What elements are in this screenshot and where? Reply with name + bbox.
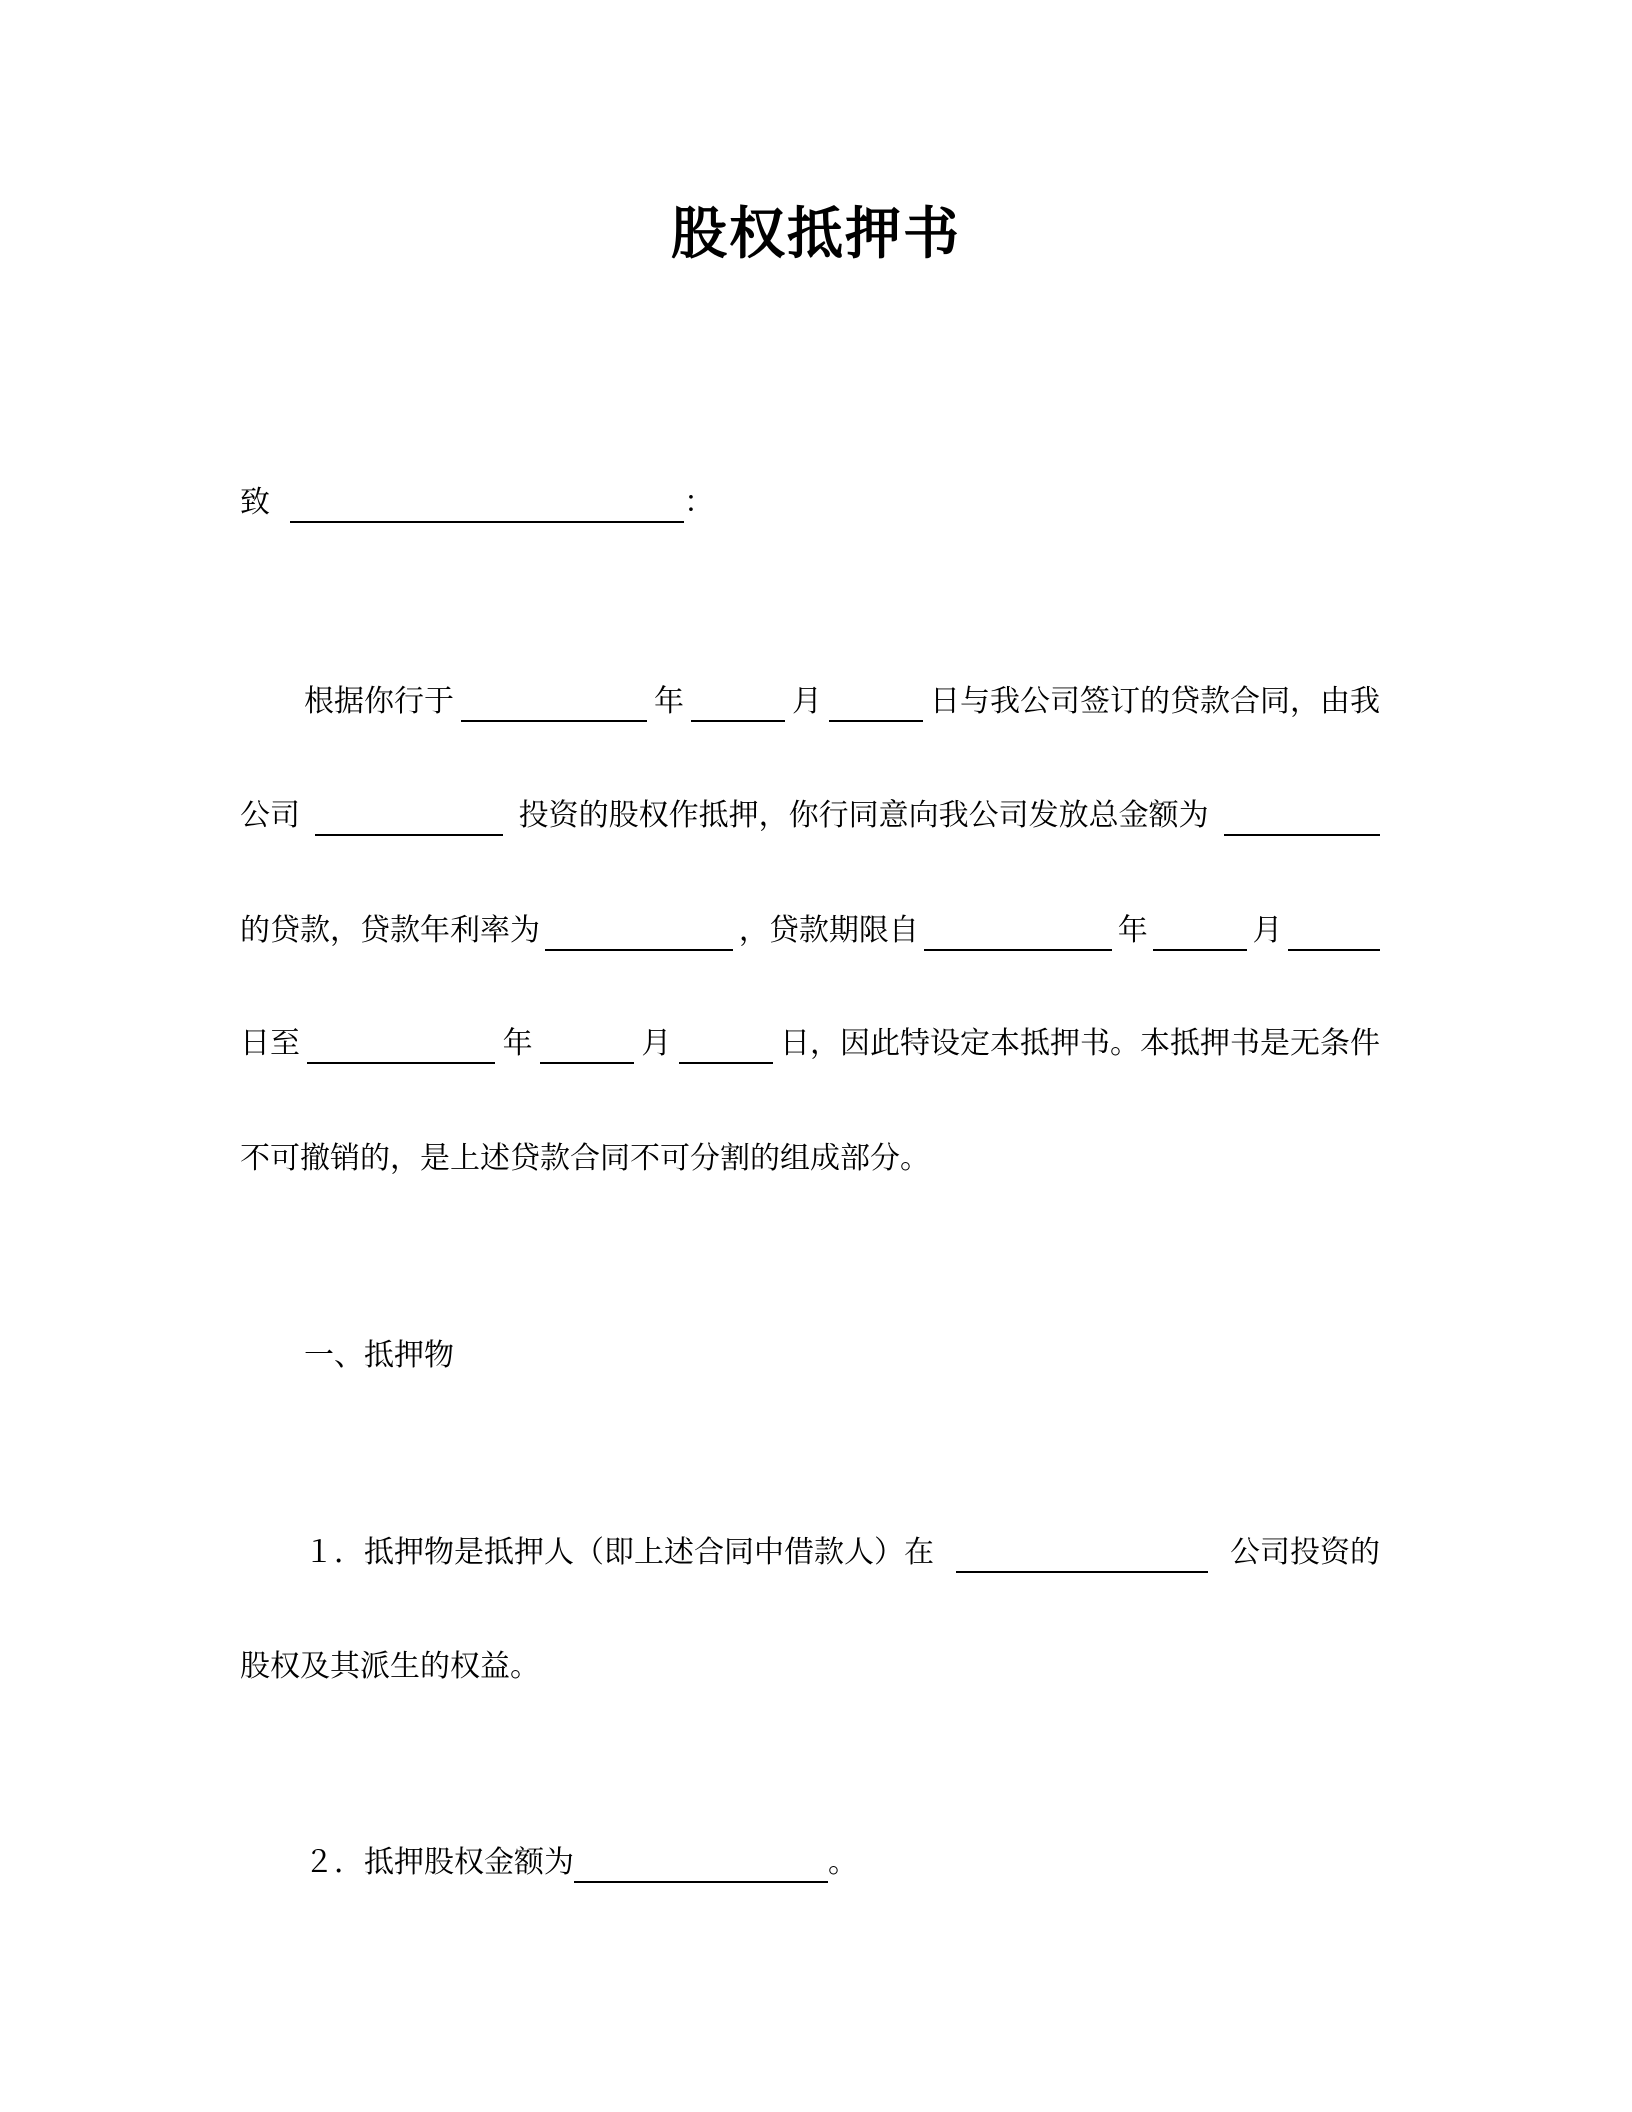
item-1-line-1 bbox=[240, 1533, 1380, 1573]
item-2-line bbox=[240, 1843, 1380, 1883]
paragraph-line-2 bbox=[240, 796, 1380, 836]
text-segment: 公司 bbox=[240, 798, 300, 833]
signing-day-blank[interactable] bbox=[829, 684, 923, 722]
term-end-month-blank[interactable] bbox=[540, 1026, 634, 1064]
text-segment: 月 bbox=[792, 684, 822, 719]
text-segment: 日，因此特设定本抵押书。本抵押书是无条件 bbox=[779, 1026, 1380, 1061]
paragraph-line-3 bbox=[240, 911, 1380, 951]
text-segment: 月 bbox=[641, 1026, 672, 1061]
text-segment: 。 bbox=[828, 1845, 858, 1880]
text-segment: 投资的股权作抵押，你行同意向我公司发放总金额为 bbox=[518, 798, 1209, 833]
pledged-company-blank[interactable] bbox=[956, 1535, 1208, 1573]
loan-amount-blank[interactable] bbox=[1224, 798, 1380, 836]
addressee-blank[interactable] bbox=[290, 485, 684, 523]
term-end-day-blank[interactable] bbox=[679, 1026, 773, 1064]
text-segment: 的贷款，贷款年利率为 bbox=[240, 913, 540, 948]
document-title: 股权抵押书 bbox=[671, 202, 961, 267]
text-segment: 年 bbox=[502, 1026, 533, 1061]
term-start-day-blank[interactable] bbox=[1288, 913, 1380, 951]
text-segment: 日与我公司签订的贷款合同，由我 bbox=[930, 684, 1380, 719]
text-segment: １．抵押物是抵押人（即上述合同中借款人）在 bbox=[304, 1535, 934, 1570]
text-segment: 年 bbox=[1117, 913, 1148, 948]
text-segment: 公司投资的 bbox=[1230, 1535, 1380, 1570]
addressee-line bbox=[240, 483, 1380, 523]
text-segment: 日至 bbox=[240, 1026, 300, 1061]
text-segment: 年 bbox=[654, 684, 684, 719]
item-1-line-2: 股权及其派生的权益。 bbox=[240, 1649, 540, 1684]
addressee-colon: ： bbox=[684, 485, 714, 520]
signing-month-blank[interactable] bbox=[691, 684, 785, 722]
text-segment: ，贷款期限自 bbox=[738, 913, 919, 948]
interest-rate-blank[interactable] bbox=[545, 913, 733, 951]
invested-company-blank[interactable] bbox=[315, 798, 503, 836]
text-segment: ２．抵押股权金额为 bbox=[304, 1845, 574, 1880]
pledged-equity-amount-blank[interactable] bbox=[574, 1845, 828, 1883]
section-heading-collateral: 一、抵押物 bbox=[304, 1338, 454, 1373]
term-start-year-blank[interactable] bbox=[924, 913, 1112, 951]
addressee-prefix: 致 bbox=[240, 485, 270, 520]
paragraph-line-5: 不可撤销的，是上述贷款合同不可分割的组成部分。 bbox=[240, 1141, 930, 1176]
term-end-year-blank[interactable] bbox=[307, 1026, 495, 1064]
signing-year-blank[interactable] bbox=[461, 684, 647, 722]
paragraph-line-1 bbox=[240, 682, 1380, 722]
text-segment: 月 bbox=[1252, 913, 1283, 948]
paragraph-line-4 bbox=[240, 1024, 1380, 1064]
text-segment: 根据你行于 bbox=[304, 684, 454, 719]
term-start-month-blank[interactable] bbox=[1153, 913, 1247, 951]
